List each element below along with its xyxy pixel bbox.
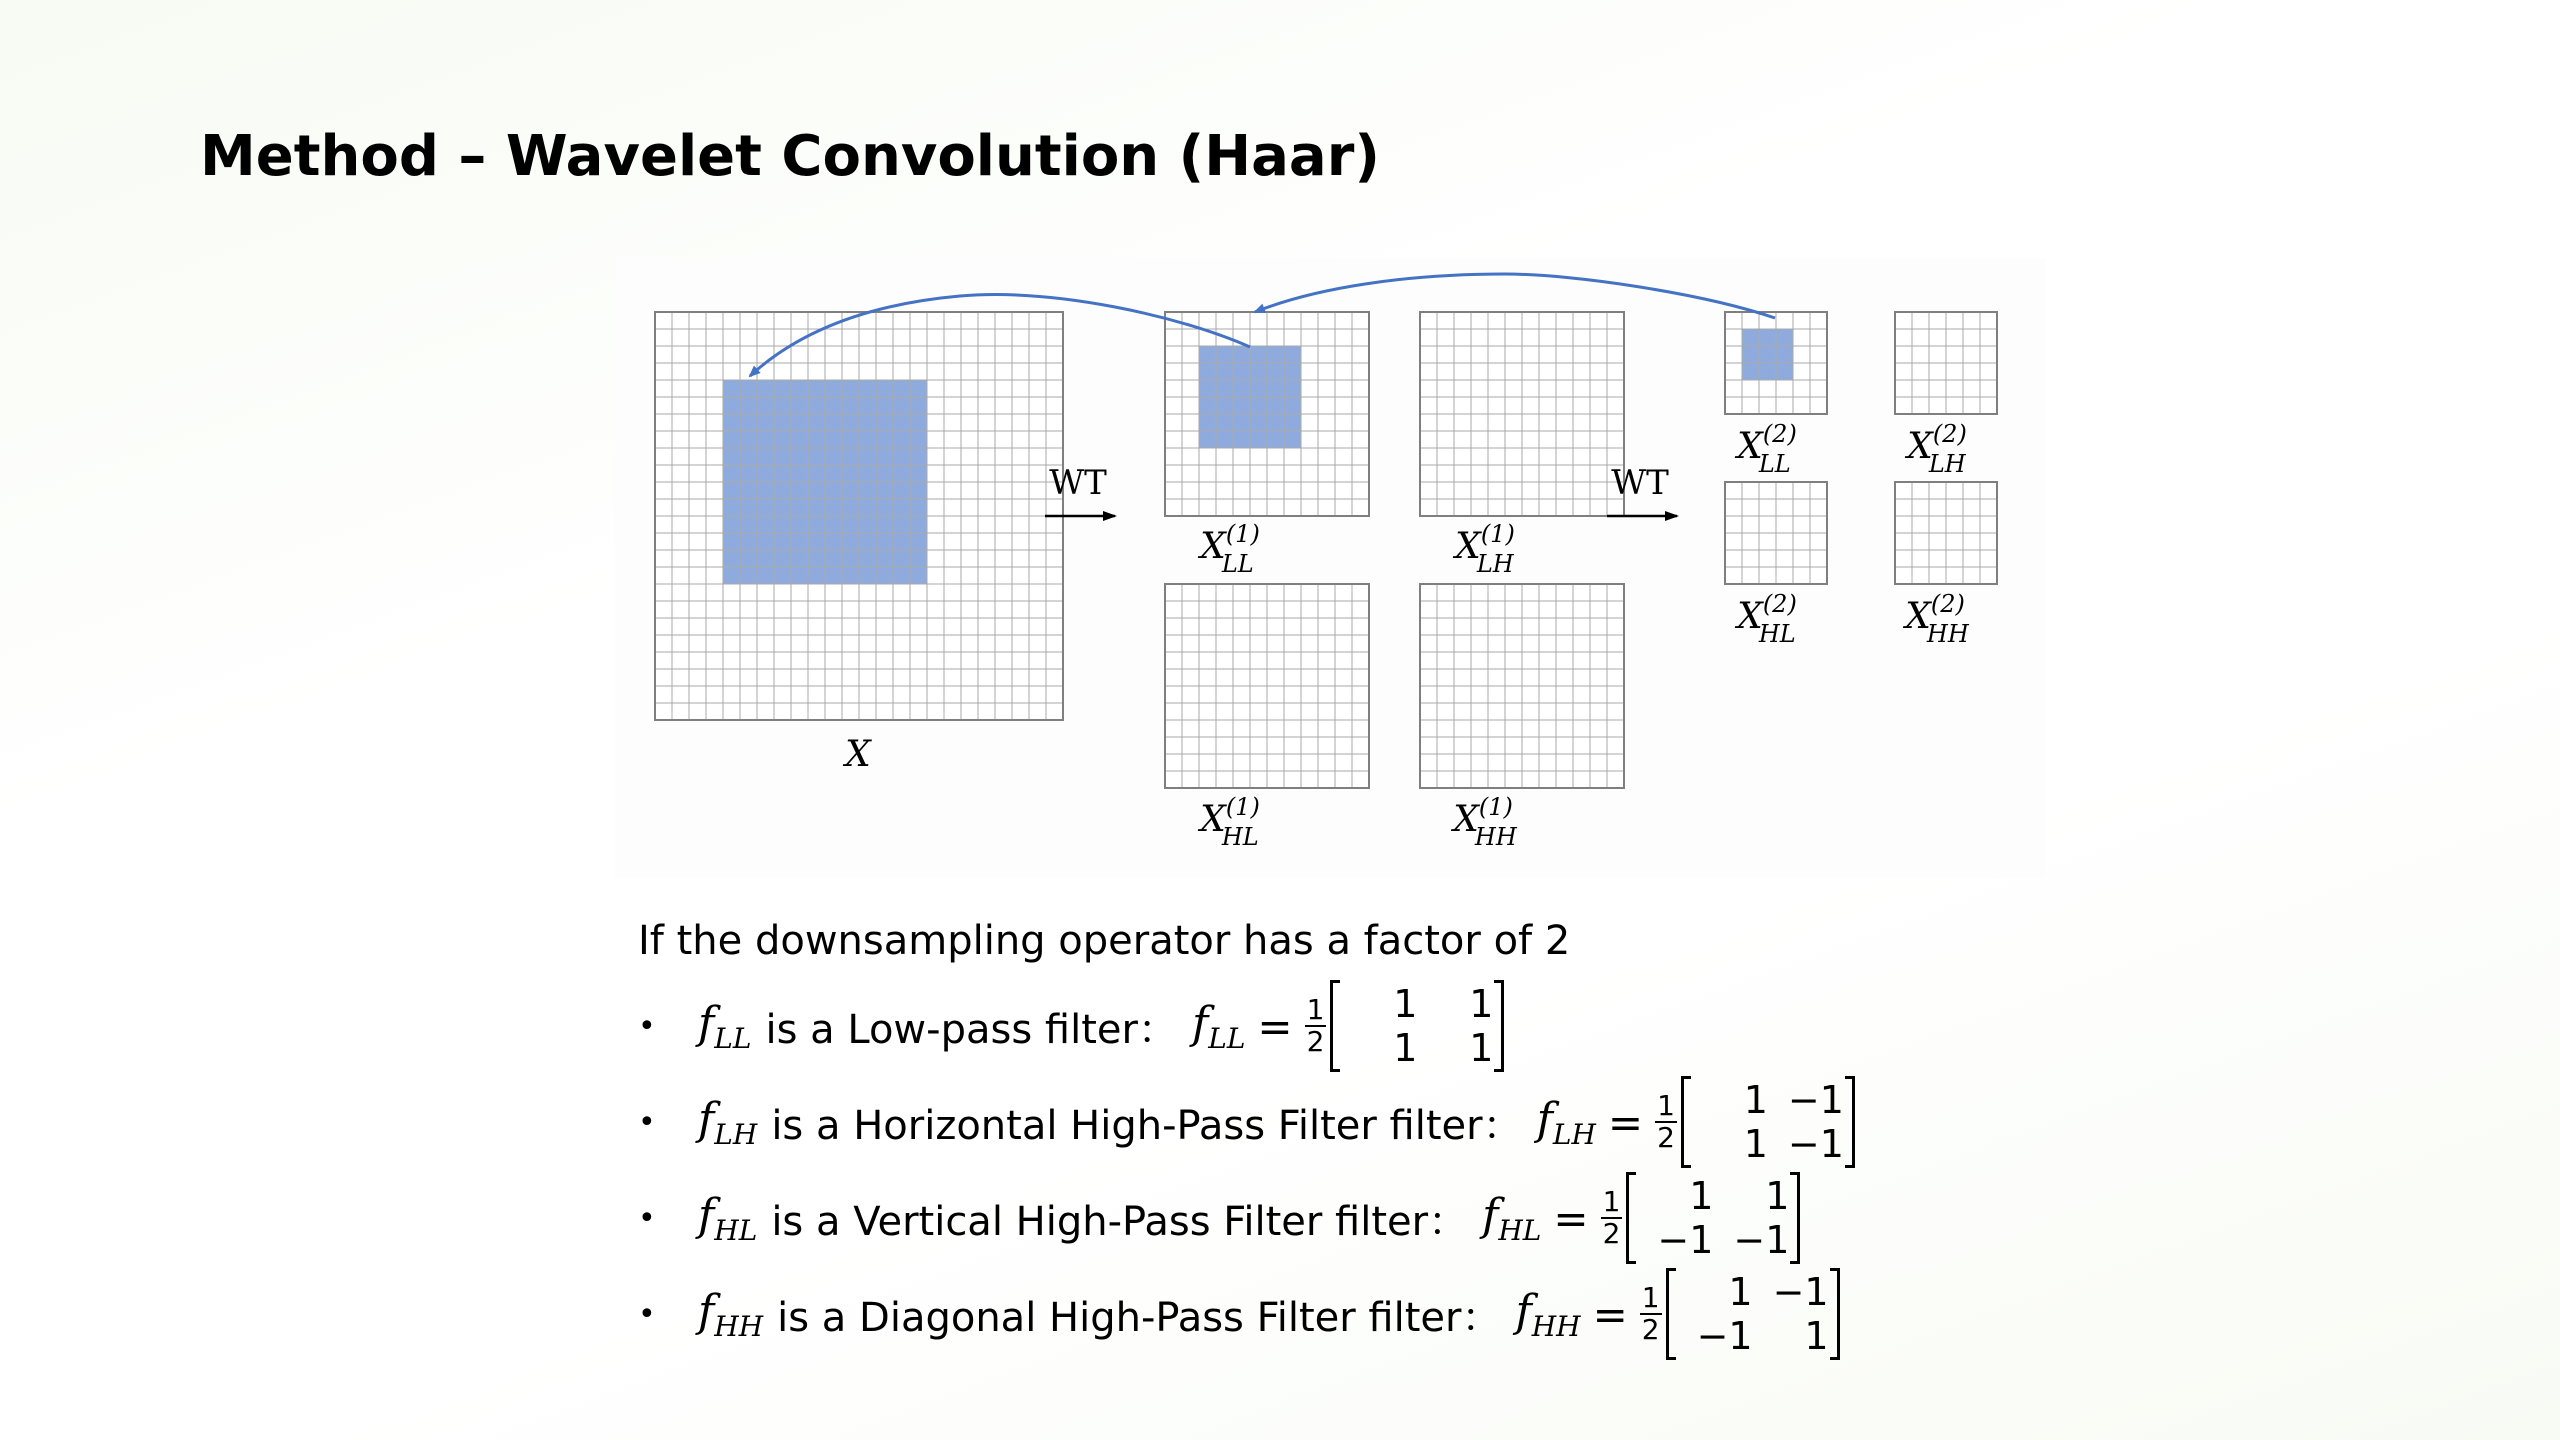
filter-desc: is a Diagonal High-Pass Filter filter：: [777, 1294, 1502, 1341]
filter-matrix: 1 −1 −1 1: [1666, 1270, 1840, 1358]
receptive-field-highlight: [1742, 329, 1793, 380]
subband-grid-hh2: [1895, 482, 1997, 584]
filter-desc: is a Horizontal High-Pass Filter filter：: [771, 1102, 1523, 1149]
scale-fraction: $\frac{1}{2}$: [1657, 1089, 1675, 1154]
filter-symbol: $f_{LH}$: [698, 1093, 758, 1151]
filter-symbol: $f_{HH}$: [698, 1285, 764, 1343]
filter-item-ll: [638, 978, 1938, 1074]
scale-fraction: $\frac{1}{2}$: [1602, 1185, 1621, 1250]
subband-grid-hl1: [1165, 584, 1369, 788]
label-hh2: X(2) HH: [1905, 590, 1969, 648]
wt-label-2: WT: [1611, 463, 1669, 503]
filter-matrix: 1 1 1 1: [1330, 982, 1504, 1070]
label-hl1: X(1) HL: [1200, 793, 1260, 851]
filter-matrix: 1 −1 1 −1: [1681, 1078, 1855, 1166]
filter-item-hh: [638, 1266, 1938, 1362]
filter-equation: $f_{LH}$ = $\frac{1}{2}$ 1 −1 1 −1: [1537, 1078, 1855, 1166]
subband-grid-ll1: [1165, 312, 1369, 516]
filter-item-hl: [638, 1170, 1938, 1266]
filter-matrix: 1 1 −1 −1: [1626, 1174, 1800, 1262]
label-lh1: X(1) LH: [1455, 520, 1515, 578]
input-grid-x: [655, 312, 1063, 720]
bullet: •: [638, 1008, 656, 1044]
intro-text: If the downsampling operator has a factor of 2: [638, 918, 1571, 964]
label-lh2: X(2) LH: [1907, 420, 1967, 478]
bullet: •: [638, 1296, 656, 1332]
slide-title: Method – Wavelet Convolution (Haar): [200, 124, 1380, 189]
filter-description: [638, 918, 1938, 1362]
filter-symbol: $f_{HL}$: [698, 1189, 758, 1247]
wt-label-1: WT: [1049, 463, 1107, 503]
subband-grid-lh2: [1895, 312, 1997, 414]
scale-fraction: $\frac{1}{2}$: [1641, 1281, 1660, 1346]
filter-equation: $f_{LL}$ = $\frac{1}{2}$ 1 1 1 1: [1192, 982, 1505, 1070]
subband-grid-lh1: [1420, 312, 1624, 516]
filter-equation: $f_{HL}$ = $\frac{1}{2}$ 1 1 −1 −1: [1482, 1174, 1800, 1262]
subband-grid-hl2: [1725, 482, 1827, 584]
filter-desc: is a Vertical High-Pass Filter filter：: [771, 1198, 1469, 1245]
wavelet-decomposition-diagram: [615, 258, 2045, 878]
filter-symbol: $f_{LL}$: [698, 997, 752, 1055]
filter-desc: is a Low-pass filter：: [765, 1006, 1178, 1053]
subband-grid-ll2: [1725, 312, 1827, 414]
wavelet-diagram-panel: [615, 258, 2045, 878]
scale-fraction: $\frac{1}{2}$: [1306, 993, 1325, 1058]
bullet: •: [638, 1200, 656, 1236]
subband-grid-hh1: [1420, 584, 1624, 788]
label-ll1: X(1) LL: [1200, 520, 1260, 578]
filter-equation: $f_{HH}$ = $\frac{1}{2}$ 1 −1 −1 1: [1515, 1270, 1839, 1358]
label-x: X: [845, 734, 871, 775]
filter-item-lh: [638, 1074, 1938, 1170]
label-hl2: X(2) HL: [1737, 590, 1797, 648]
label-hh1: X(1) HH: [1453, 793, 1517, 851]
label-ll2: X(2) LL: [1737, 420, 1797, 478]
bullet: •: [638, 1104, 656, 1140]
